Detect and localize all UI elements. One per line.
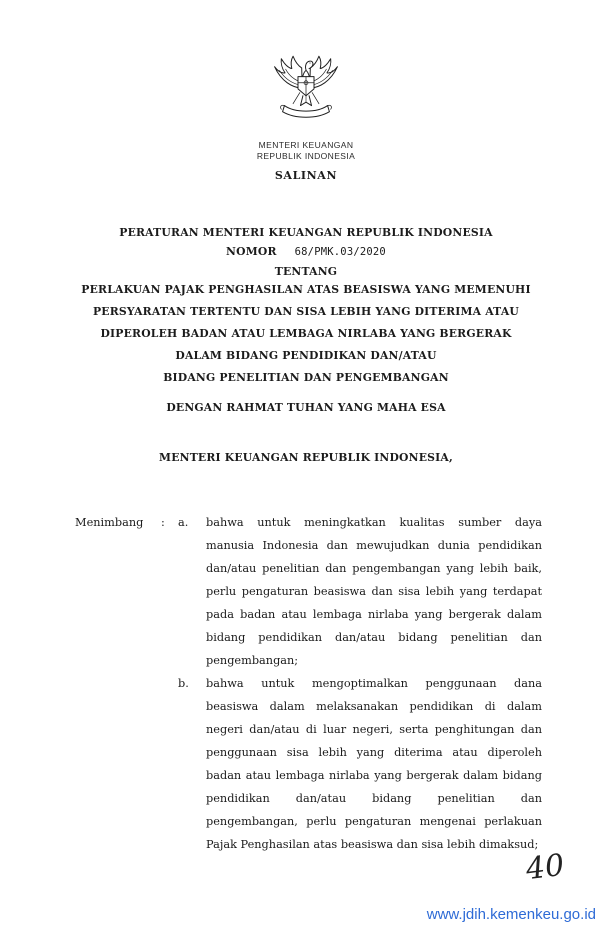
item-letter: a. xyxy=(178,516,189,529)
ministry-line1: MENTERI KEUANGAN xyxy=(258,140,354,150)
subject-line: DALAM BIDANG PENDIDIKAN DAN/ATAU xyxy=(175,349,437,362)
ministry-line2: REPUBLIK INDONESIA xyxy=(256,150,356,161)
subject-line: PERLAKUAN PAJAK PENGHASILAN ATAS BEASISWA YANG MEMENUHI xyxy=(81,283,531,296)
considerations-label: Menimbang xyxy=(75,516,144,529)
consideration-item-a xyxy=(178,511,542,672)
nomor-label: NOMOR xyxy=(226,245,277,258)
subject-line: PERSYARATAN TERTENTU DAN SISA LEBIH YANG DITERIMA ATAU xyxy=(92,305,520,318)
invocation-line: DENGAN RAHMAT TUHAN YANG MAHA ESA xyxy=(166,401,446,414)
item-text: bahwa untuk mengoptimalkan penggunaan dana beasiswa dalam melaksanakan pendidikan di dalam negeri dan/atau di luar negeri, serta penghitungan dan penggunaan sisa lebih yang diterima atau diperoleh badan atau lembaga nirlaba yang bergerak dalam bidang pendidikan dan/atau bidang penelitian dan pengembangan, perlu pengaturan mengenai perlakuan Pajak Penghasilan atas beasiswa dan sisa lebih dimaksud; xyxy=(206,677,542,851)
subject-line: BIDANG PENELITIAN DAN PENGEMBANGAN xyxy=(163,371,449,384)
item-letter: b. xyxy=(178,677,189,690)
authority-line: MENTERI KEUANGAN REPUBLIK INDONESIA, xyxy=(159,451,453,464)
consideration-item-b xyxy=(178,672,542,856)
regulation-title: PERATURAN MENTERI KEUANGAN REPUBLIK INDONESIA xyxy=(119,226,493,239)
item-text: bahwa untuk meningkatkan kualitas sumber daya manusia Indonesia dan mewujudkan dunia pendidikan dan/atau penelitian dan pengembangan yang lebih baik, perlu pengaturan beasiswa dan sisa lebih yang terdapat pada badan atau lembaga nirlaba yang bergerak dalam bidang pendidikan dan/atau bidang penelitian dan pengembangan; xyxy=(206,516,542,667)
subject-line: DIPEROLEH BADAN ATAU LEMBAGA NIRLABA YANG BERGERAK xyxy=(100,327,512,340)
garuda-pancasila-emblem-icon xyxy=(269,54,343,130)
ministry-name-block xyxy=(0,140,612,161)
considerations-section xyxy=(75,511,542,856)
nomor-value: 68/PMK.03/2020 xyxy=(294,246,386,258)
regulation-number-line xyxy=(0,242,612,262)
regulation-title-block xyxy=(0,223,612,281)
regulation-subject xyxy=(0,279,612,389)
copy-label: SALINAN xyxy=(274,169,338,182)
jdih-website-link[interactable]: www.jdih.kemenkeu.go.id xyxy=(426,906,596,923)
considerations-list xyxy=(178,511,542,856)
handwritten-page-mark: 40 xyxy=(523,847,566,888)
considerations-colon: : xyxy=(161,516,165,529)
tentang-label: TENTANG xyxy=(274,265,338,278)
